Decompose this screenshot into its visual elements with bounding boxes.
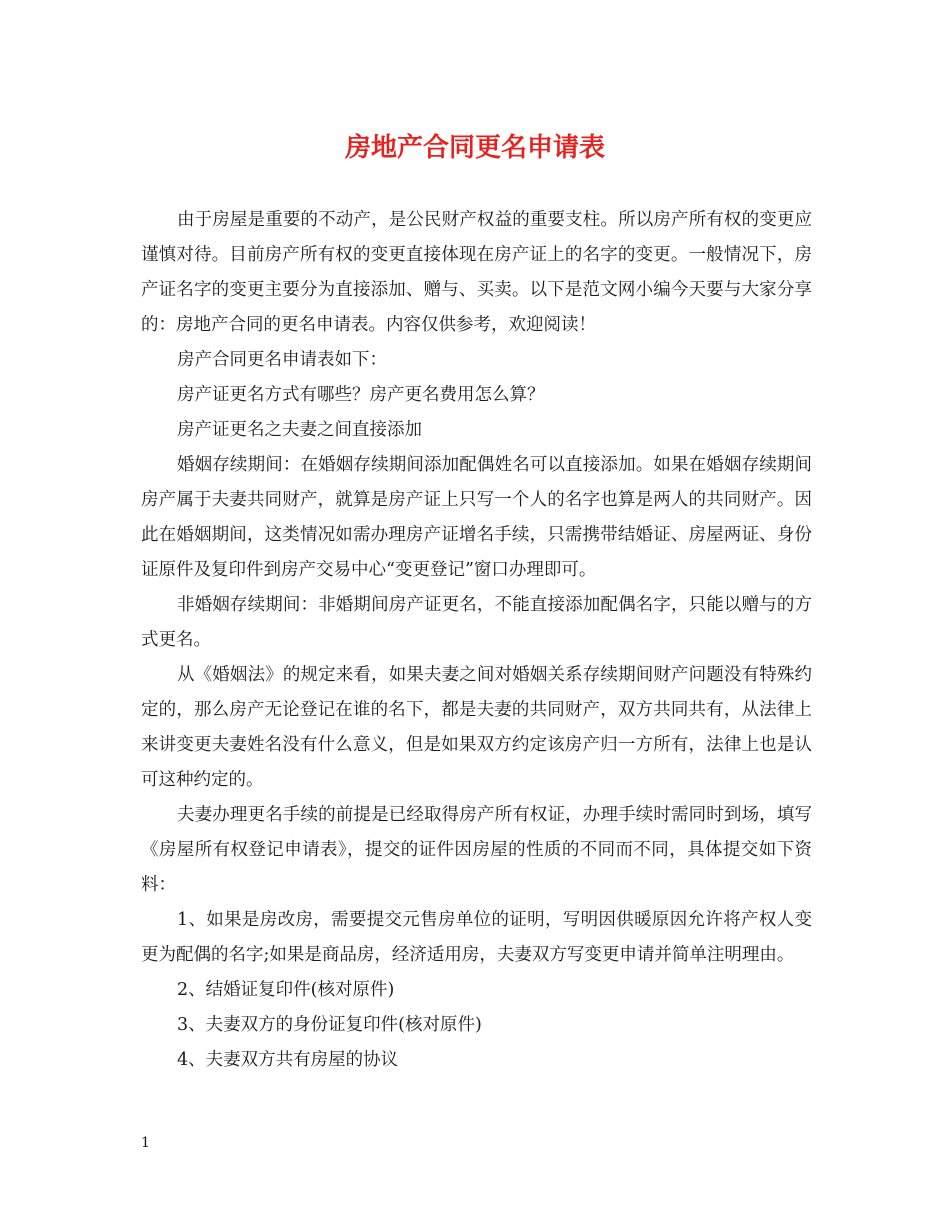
paragraph-non-marriage-period: 非婚姻存续期间：非婚期间房产证更名，不能直接添加配偶名字，只能以赠与的方式更名。 — [141, 595, 812, 650]
list-item: 1、如果是房改房，需要提交元售房单位的证明，写明因供暖原因允许将产权人变更为配偶的名字;如果是商品房，经济适用房，夫妻双方写变更申请并简单注明理由。 — [141, 910, 812, 965]
paragraph-marriage-law: 从《婚姻法》的规定来看，如果夫妻之间对婚姻关系存续期间财产问题没有特殊约定的，那么房产无论登记在谁的名下，都是夫妻的共同财产，双方共同共有，从法律上来讲变更夫妻姓名没有什么意义，但是如果双方约定该房产归一方所有，法律上也是认可这种约定的。 — [141, 665, 812, 790]
document-body — [141, 203, 812, 1078]
paragraph-procedure: 夫妻办理更名手续的前提是已经取得房产所有权证，办理手续时需同时到场，填写《房屋所有权登记申请表》，提交的证件因房屋的性质的不同而不同，具体提交如下资料： — [141, 805, 812, 895]
list-item: 3、夫妻双方的身份证复印件(核对原件) — [177, 1015, 482, 1035]
list-item: 2、结婚证复印件(核对原件) — [177, 980, 395, 1000]
paragraph-subheading: 房产证更名之夫妻之间直接添加 — [177, 420, 422, 440]
list-item: 4、夫妻双方共有房屋的协议 — [177, 1050, 399, 1070]
paragraph-marriage-period: 婚姻存续期间：在婚姻存续期间添加配偶姓名可以直接添加。如果在婚姻存续期间房产属于夫妻共同财产，就算是房产证上只写一个人的名字也算是两人的共同财产。因此在婚姻期间，这类情况如需办理房产证增名手续，只需携带结婚证、房屋两证、身份证原件及复印件到房产交易中心“变更登记”窗口办理即可。 — [141, 455, 812, 580]
paragraph-heading-list: 房产合同更名申请表如下： — [177, 350, 387, 370]
paragraph-question: 房产证更名方式有哪些？房产更名费用怎么算？ — [177, 385, 545, 405]
document-title: 房地产合同更名申请表 — [344, 133, 605, 163]
paragraph-intro: 由于房屋是重要的不动产，是公民财产权益的重要支柱。所以房产所有权的变更应谨慎对待。目前房产所有权的变更直接体现在房产证上的名字的变更。一般情况下，房产证名字的变更主要分为直接添加、赠与、买卖。以下是范文网小编今天要与大家分享的：房地产合同的更名申请表。内容仅供参考，欢迎阅读！ — [141, 210, 812, 335]
page-number: 1 — [141, 1135, 150, 1151]
